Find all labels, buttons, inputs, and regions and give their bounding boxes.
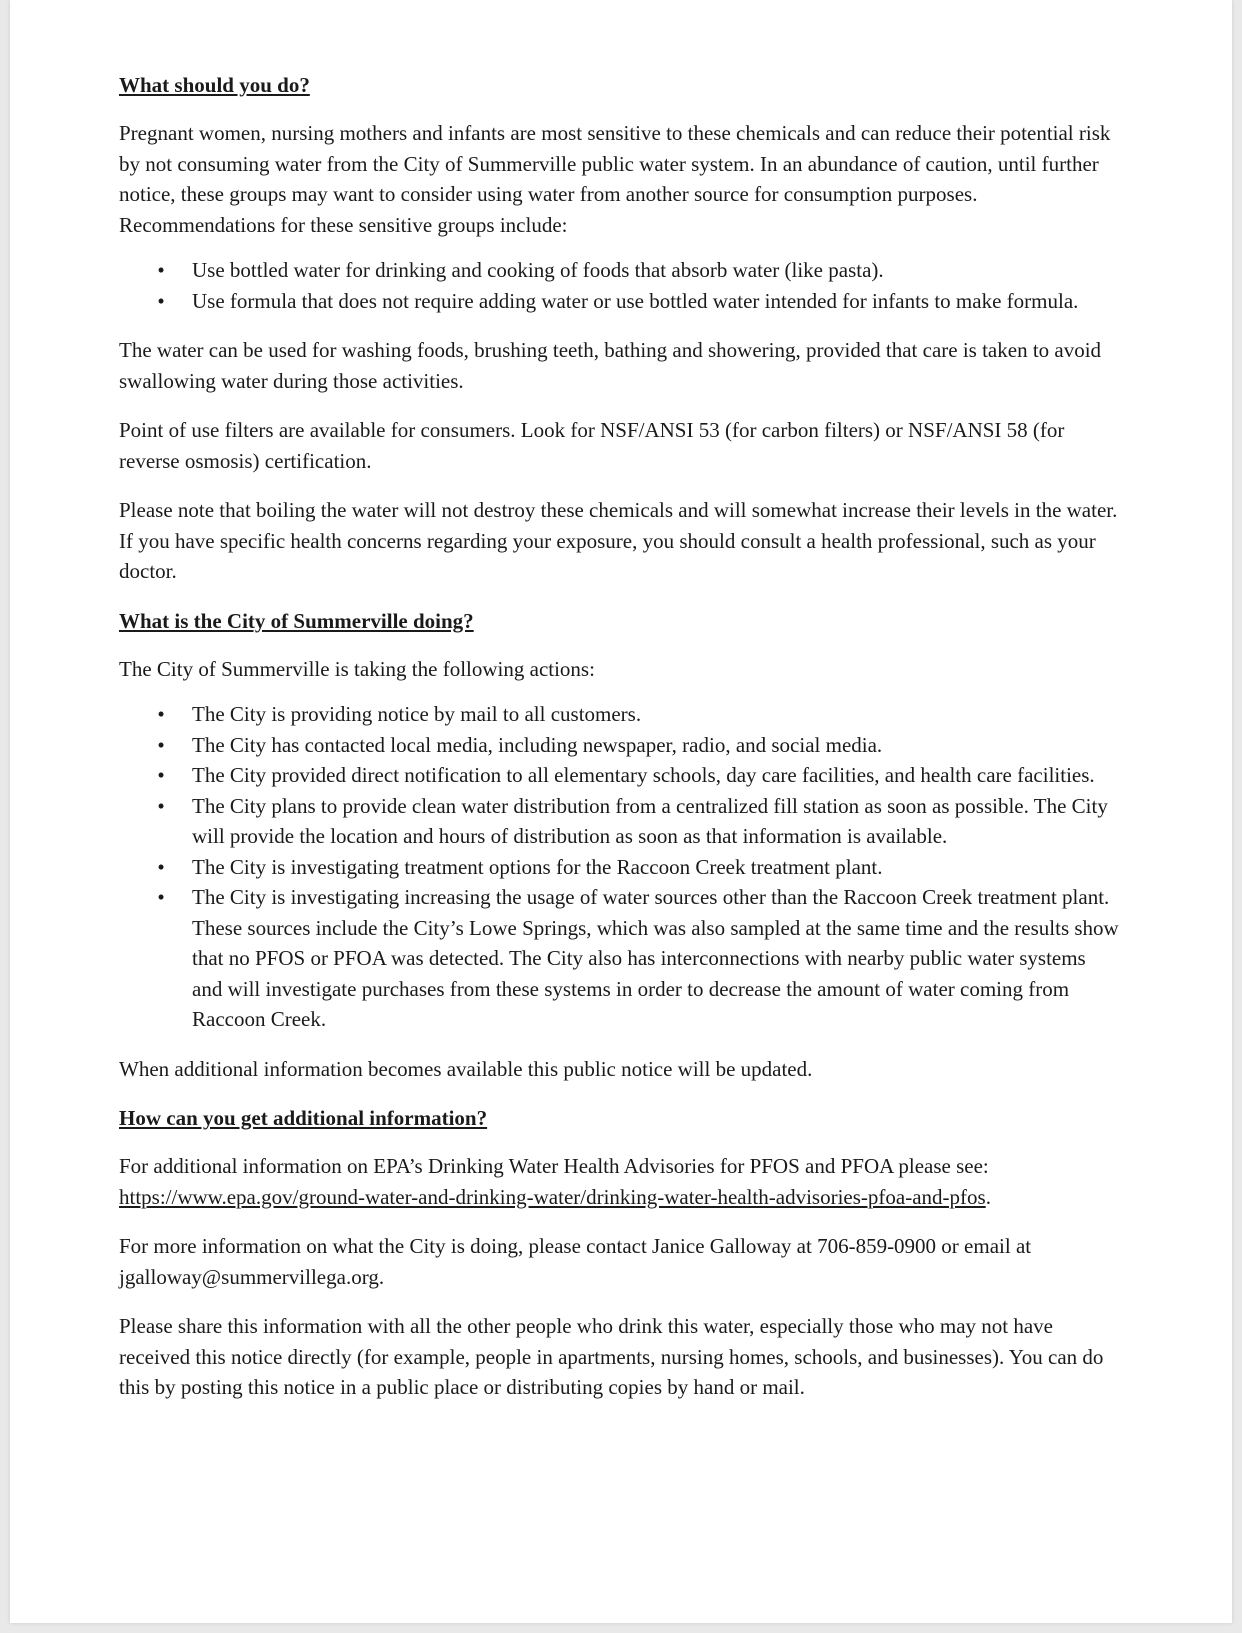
list-item <box>119 730 1119 761</box>
list-item-text: The City is providing notice by mail to all customers. <box>192 702 642 726</box>
paragraph-update-notice: When additional information becomes available this public notice will be updated. <box>119 1056 813 1081</box>
document-content <box>119 70 1119 1422</box>
paragraph-water-usage: The water can be used for washing foods, brushing teeth, bathing and showering, provided that care is taken to avoid swallowing water during those activities. <box>119 338 1102 393</box>
list-item <box>119 791 1119 852</box>
bullet-icon: • <box>157 732 165 757</box>
list-item <box>119 286 1119 317</box>
heading-what-should-you-do: What should you do? <box>119 73 310 97</box>
document-page <box>10 0 1232 1623</box>
recommendations-list <box>119 255 1119 316</box>
bullet-icon: • <box>157 288 165 313</box>
paragraph-epa-info <box>119 1151 1119 1212</box>
epa-link-period: . <box>985 1184 991 1209</box>
bullet-icon: • <box>157 793 165 818</box>
bullet-icon: • <box>157 885 165 909</box>
epa-advisory-link[interactable]: https://www.epa.gov/ground-water-and-drinking-water/drinking-water-health-advisories-pfoa-and-pfos <box>119 1184 986 1209</box>
bullet-icon: • <box>157 258 165 282</box>
list-item-text: The City is investigating increasing the usage of water sources other than the Raccoon Creek treatment plant. These sources include the City’s Lowe Springs, which was also sampled at the same time and the results show that no PFOS or PFOA was detected. The City also has interconnections with nearby public water systems and will investigate purchases from these systems in order to decrease the amount of water coming from Raccoon Creek. <box>192 885 1119 1031</box>
list-item <box>119 882 1119 1035</box>
paragraph-share: Please share this information with all the other people who drink this water, especially those who may not have received this notice directly (for example, people in apartments, nursing homes, schools, and businesses). You can do this by posting this notice in a public place or distributing copies by hand or mail. <box>119 1314 1104 1399</box>
list-item-text: The City provided direct notification to all elementary schools, day care facilities, and health care facilities. <box>192 763 1095 787</box>
list-item <box>119 760 1119 791</box>
paragraph-actions-intro: The City of Summerville is taking the following actions: <box>119 656 595 681</box>
city-actions-list <box>119 699 1119 1035</box>
list-item <box>119 699 1119 730</box>
list-item-text: The City has contacted local media, including newspaper, radio, and social media. <box>192 732 883 757</box>
paragraph-contact: For more information on what the City is doing, please contact Janice Galloway at 706-859-0900 or email at jgalloway@summervillega.org. <box>119 1234 1032 1289</box>
paragraph-boiling: Please note that boiling the water will not destroy these chemicals and will somewhat increase their levels in the water. If you have specific health concerns regarding your exposure, you should consult a health professional, such as your doctor. <box>119 498 1118 583</box>
heading-additional-info: How can you get additional information? <box>119 1106 488 1130</box>
bullet-icon: • <box>157 854 165 879</box>
list-item-text: The City plans to provide clean water distribution from a centralized fill station as soon as possible. The City will provide the location and hours of distribution as soon as that information is available. <box>192 793 1108 848</box>
list-item-text: The City is investigating treatment options for the Raccoon Creek treatment plant. <box>192 854 883 879</box>
heading-city-actions: What is the City of Summerville doing? <box>119 608 474 633</box>
list-item <box>119 255 1119 286</box>
epa-info-text: For additional information on EPA’s Drinking Water Health Advisories for PFOS and PFOA please see: <box>119 1154 989 1178</box>
paragraph-sensitive-groups: Pregnant women, nursing mothers and infants are most sensitive to these chemicals and can reduce their potential risk by not consuming water from the City of Summerville public water system. In an abundance of caution, until further notice, these groups may want to consider using water from another source for consumption purposes. Recommendations for these sensitive groups include: <box>119 121 1111 237</box>
paragraph-filters: Point of use filters are available for consumers. Look for NSF/ANSI 53 (for carbon filters) or NSF/ANSI 58 (for reverse osmosis) certification. <box>119 418 1065 473</box>
list-item-text: Use formula that does not require adding water or use bottled water intended for infants to make formula. <box>192 288 1079 313</box>
list-item <box>119 852 1119 883</box>
bullet-icon: • <box>157 763 165 787</box>
list-item-text: Use bottled water for drinking and cooking of foods that absorb water (like pasta). <box>192 258 884 282</box>
bullet-icon: • <box>157 702 165 726</box>
